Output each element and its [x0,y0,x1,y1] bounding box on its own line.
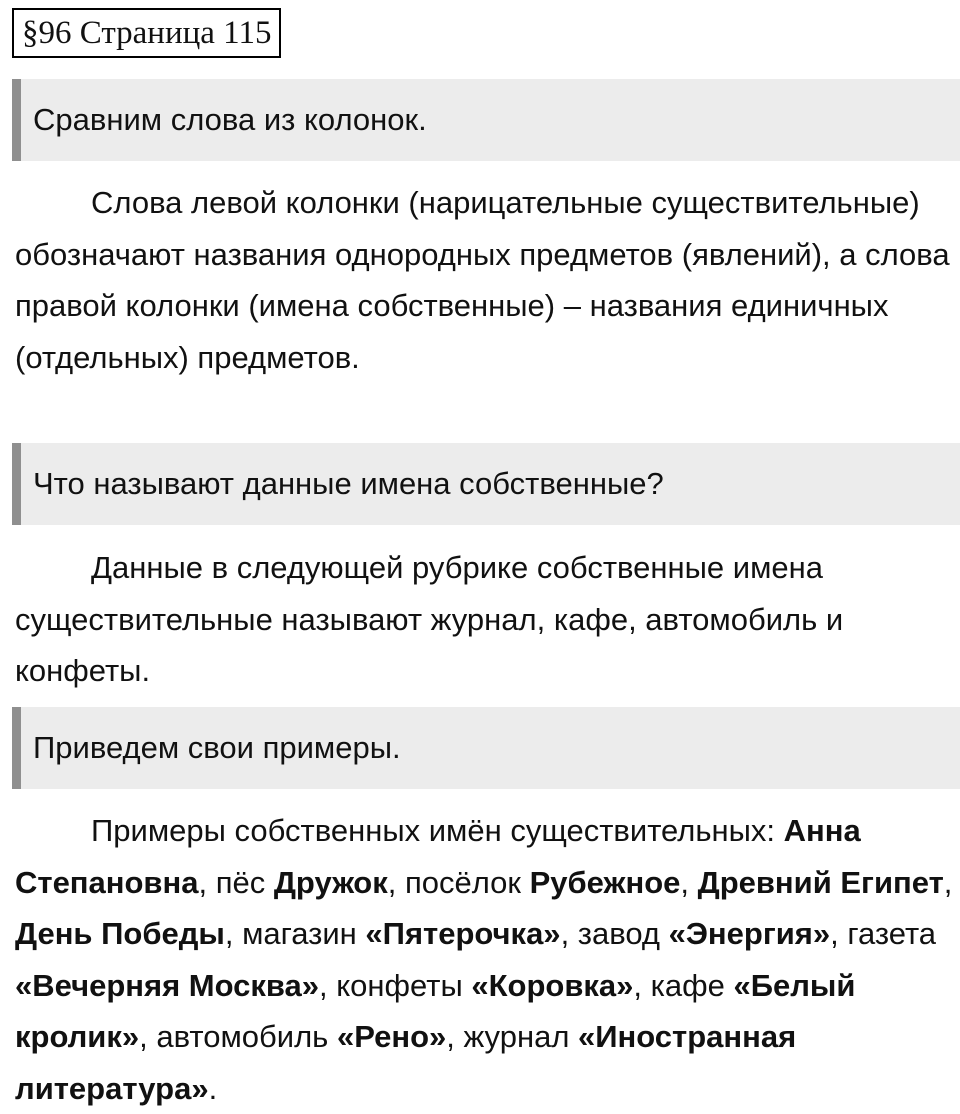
example-text: , магазин [224,916,366,951]
example-name-bold: «Белый кролик» [15,967,856,1054]
answer-paragraph-2 [15,542,957,697]
question-box-3 [12,707,960,789]
example-name-bold: «Пятерочка» [365,916,561,951]
example-text: , автомобиль [139,1019,337,1054]
example-text: , [943,864,953,900]
question-text-1: Сравним слова из колонок. [33,102,427,137]
example-name-bold: Древний Египет [697,864,944,900]
question-box-1 [12,79,960,161]
section-title: §96 Страница 115 [12,8,281,58]
example-text: , завод [560,916,669,951]
example-name-bold: «Энергия» [668,916,831,951]
example-text: , кафе [633,967,734,1003]
answer-text-2: Данные в следующей рубрике собственные имена существительные называют журнал, кафе, автомобиль и конфеты. [15,550,844,688]
question-text-2: Что называют данные имена собственные? [33,466,664,501]
example-text: . [208,1070,218,1106]
example-name-bold: Рубежное [529,864,681,900]
example-text: , конфеты [319,967,472,1003]
example-name-bold: Дружок [273,864,388,900]
example-text: , журнал [446,1019,579,1054]
example-name-bold: Анна Степановна [15,813,861,900]
example-text: Примеры собственных имён существительных: [91,813,784,848]
example-text: , посёлок [387,864,530,900]
example-name-bold: «Иностранная литература» [15,1019,797,1106]
answer-text-1: Слова левой колонки (нарицательные существительные) обозначают названия однородных предметов (явлений), а слова правой колонки (имена собственные) – названия единичных (отдельных) предметов. [15,185,950,375]
answer-paragraph-1 [15,177,957,383]
example-text: , газета [830,916,937,951]
answer-paragraph-3 [15,805,957,1114]
example-name-bold: «Рено» [336,1019,447,1054]
question-box-2 [12,443,960,525]
question-text-3: Приведем свои примеры. [33,730,401,765]
example-name-bold: «Коровка» [471,967,634,1003]
example-text: , пёс [198,864,274,900]
example-text: , [680,864,698,900]
example-name-bold: День Победы [15,916,225,951]
example-name-bold: «Вечерняя Москва» [15,967,320,1003]
